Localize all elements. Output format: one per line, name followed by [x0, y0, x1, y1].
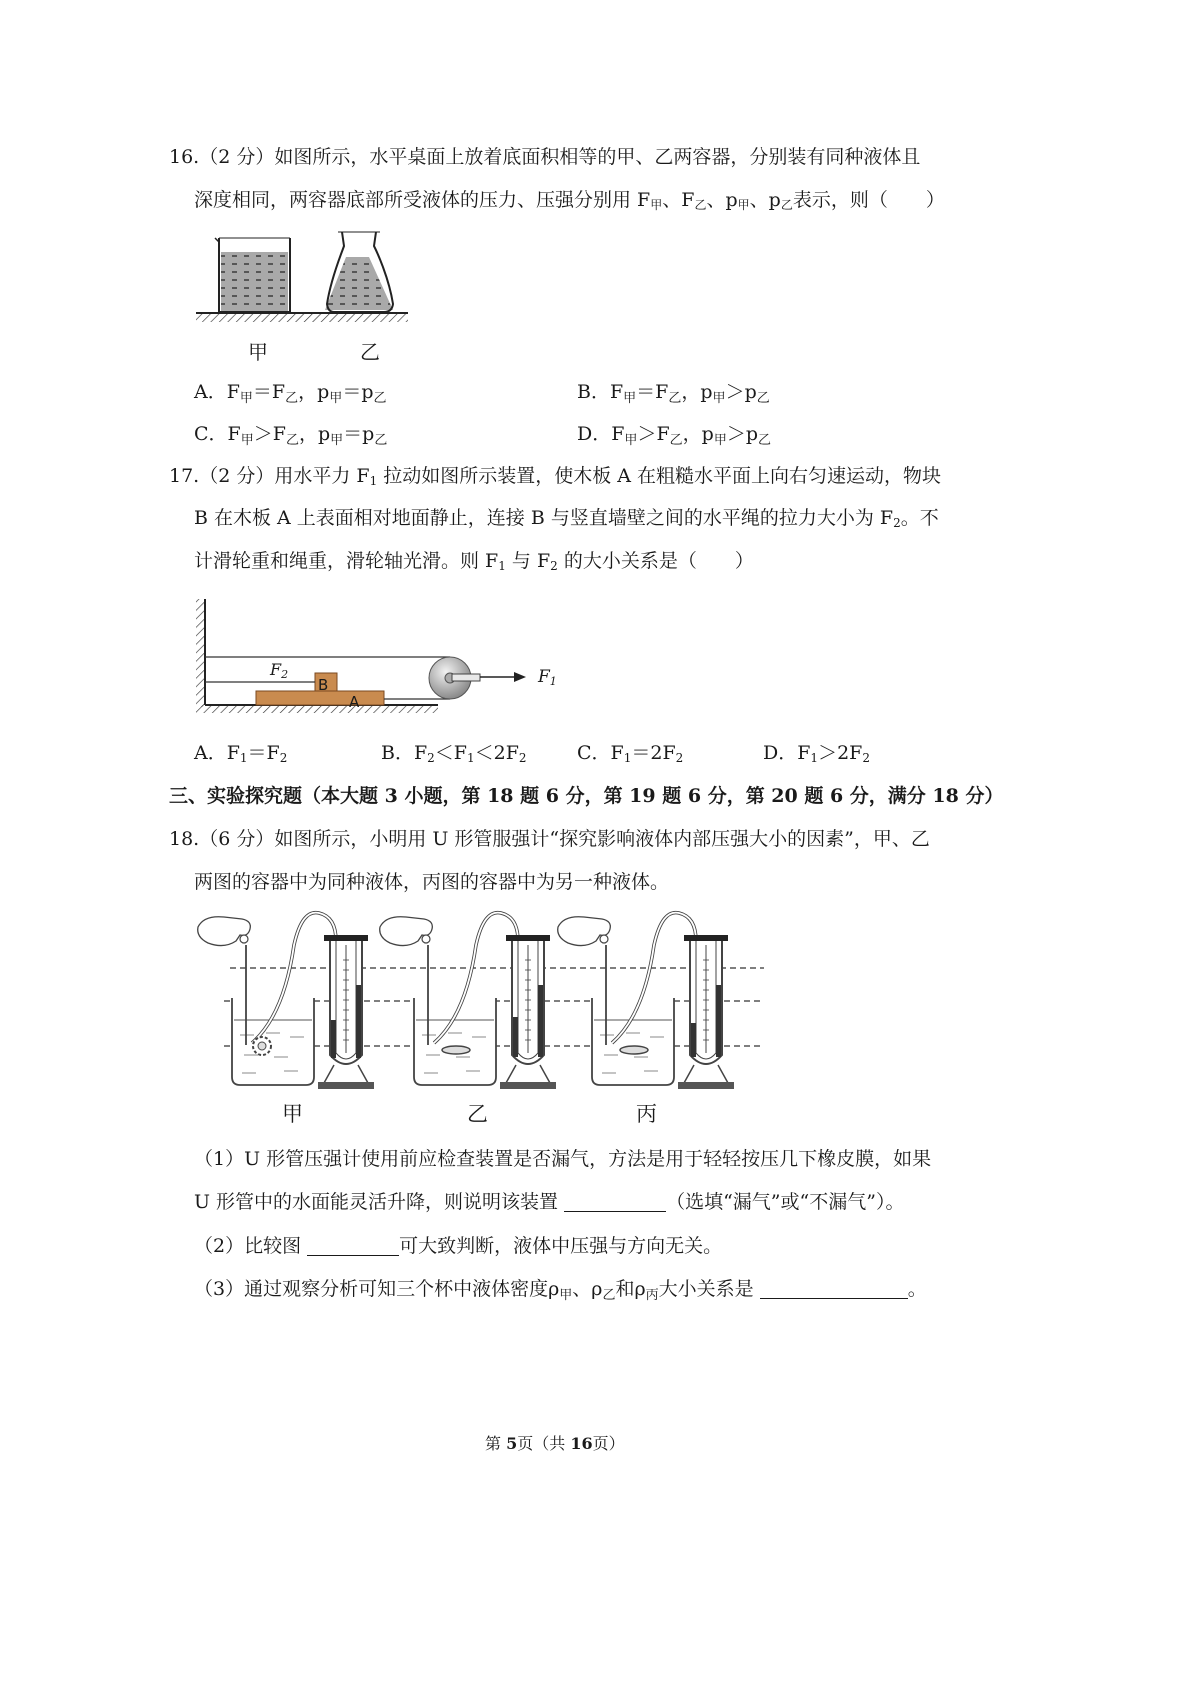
- probe-jia: [253, 1037, 271, 1055]
- q16-fig-label-yi: 乙: [360, 340, 380, 364]
- q18-part1-line1: （1）U 形管压强计使用前应检查装置是否漏气，方法是用于轻轻按压几下橡皮膜，如果: [194, 1148, 932, 1170]
- q17-option-d[interactable]: D．$F_1>2F_2$: [763, 742, 870, 765]
- q18-line1: 18.（6 分）如图所示，小明用 U 形管服强计“探究影响液体内部压强大小的因素”，甲、乙: [169, 828, 930, 850]
- probe-yi: [442, 1046, 470, 1054]
- q17-option-b[interactable]: B．$F_2<F_1<2F_2$: [381, 742, 527, 765]
- q17-option-c[interactable]: C．$F_1=2F_2$: [577, 742, 684, 765]
- q17-figure-pulley: [194, 595, 574, 720]
- q16-figure-containers: [194, 228, 424, 348]
- q17-fig-label-f1: F1: [538, 667, 557, 688]
- page-footer: 第 5页（共 16页）: [485, 1434, 625, 1453]
- q18-part3: （3）通过观察分析可知三个杯中液体密度$\rho_甲$、$\rho_乙$和$\rho_丙$大小关系是 。: [194, 1278, 927, 1303]
- q17-option-a[interactable]: A．$F_1=F_2$: [194, 742, 288, 765]
- q17-fig-label-a: A: [349, 693, 360, 711]
- q16-line1: 16.（2 分）如图所示，水平桌面上放着底面积相等的甲、乙两容器，分别装有同种液体且: [169, 146, 921, 168]
- q16-option-c[interactable]: C．$F_甲>F_乙$，$p_甲=p_乙$: [194, 423, 388, 448]
- container-yi: [325, 232, 393, 312]
- q18-answer-blank-2[interactable]: [307, 1236, 399, 1256]
- q18-answer-blank-3[interactable]: [760, 1279, 908, 1299]
- q17-fig-label-b: B: [318, 676, 329, 694]
- q17-fig-label-f2: F2: [270, 660, 289, 681]
- q18-fig-label-jia: 甲: [282, 1102, 303, 1126]
- q18-part1-line2: U 形管中的水面能灵活升降，则说明该装置 （选填“漏气”或“不漏气”）。: [194, 1191, 905, 1213]
- q18-fig-label-yi: 乙: [467, 1102, 488, 1126]
- q18-figure-manometers: [194, 905, 774, 1095]
- q17-line3: 计滑轮重和绳重，滑轮轴光滑。则 $F_1$ 与 $F_2$ 的大小关系是（ ）: [194, 550, 754, 573]
- q16-option-a[interactable]: A．$F_甲=F_乙$，$p_甲=p_乙$: [194, 381, 387, 406]
- q16-option-d[interactable]: D．$F_甲>F_乙$，$p_甲>p_乙$: [577, 423, 772, 448]
- q16-line2: 深度相同，两容器底部所受液体的压力、压强分别用 $F_甲$、$F_乙$、$p_甲$、$p_乙$表示，则（ ）: [194, 189, 945, 212]
- q18-fig-label-bing: 丙: [636, 1102, 657, 1126]
- q18-line2: 两图的容器中为同种液体，丙图的容器中为另一种液体。: [194, 871, 670, 893]
- q16-fig-label-jia: 甲: [248, 340, 268, 364]
- section-3-title: 三、实验探究题（本大题 3 小题，第 18 题 6 分，第 19 题 6 分，第 20 题 6 分，满分 18 分）: [169, 785, 1004, 807]
- q16-option-b[interactable]: B．$F_甲=F_乙$，$p_甲>p_乙$: [577, 381, 770, 406]
- q18-part2: （2）比较图 可大致判断，液体中压强与方向无关。: [194, 1235, 723, 1257]
- container-jia: [215, 238, 290, 312]
- q17-line2: B 在木板 A 上表面相对地面静止，连接 B 与竖直墙壁之间的水平绳的拉力大小为 $F_2$。不: [194, 507, 939, 530]
- q17-line1: 17.（2 分）用水平力 $F_1$ 拉动如图所示装置，使木板 A 在粗糙水平面上向右匀速运动，物块: [169, 465, 942, 488]
- q18-answer-blank-1[interactable]: [564, 1192, 666, 1212]
- probe-bing: [620, 1046, 648, 1054]
